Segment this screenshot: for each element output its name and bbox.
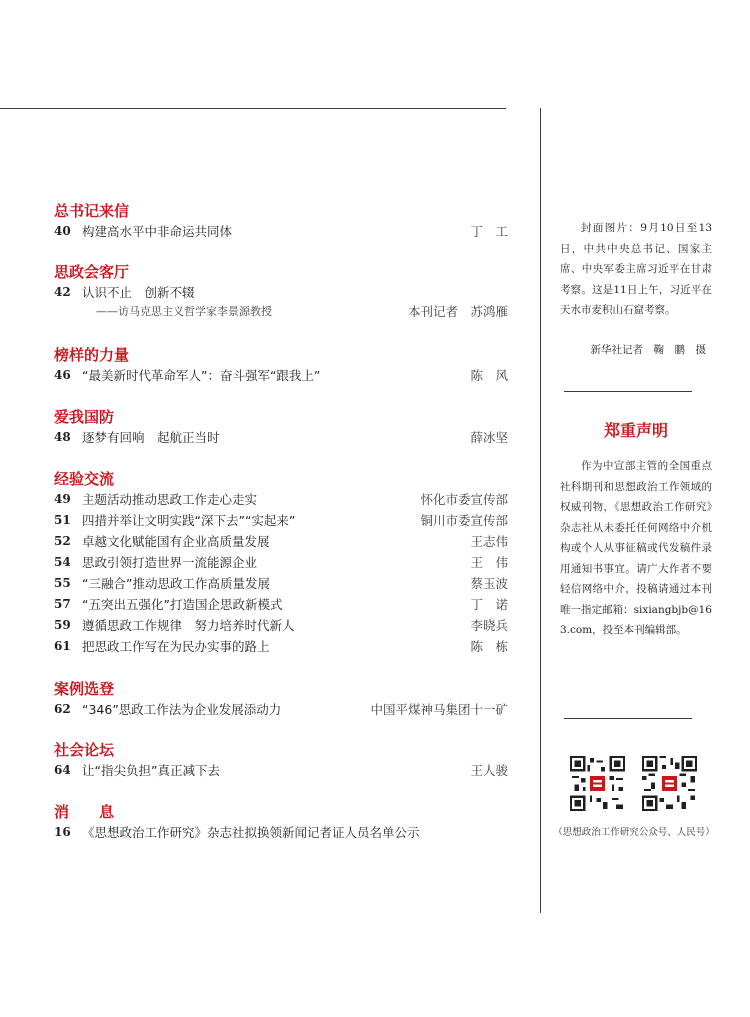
article-author: 陈 风 xyxy=(470,368,508,383)
article-author: 薛冰坚 xyxy=(470,430,508,445)
section-title: 思政会客厅 xyxy=(54,263,130,281)
article-title: 《思想政治工作研究》杂志社拟换领新闻记者证人员名单公示 xyxy=(82,825,420,840)
toc-entry[interactable] xyxy=(54,531,508,552)
section-title: 爱我国防 xyxy=(54,408,115,426)
article-author: 中国平煤神马集团十一矿 xyxy=(370,702,508,717)
divider xyxy=(564,718,692,719)
article-title: 逐梦有回响 起航正当时 xyxy=(82,430,220,445)
section-xiaoxi xyxy=(54,802,508,843)
top-rule xyxy=(0,108,506,109)
article-title: “最美新时代革命军人”：奋斗强军“跟我上” xyxy=(82,368,321,383)
column-divider xyxy=(540,108,541,913)
article-subtitle: ——访马克思主义哲学家李景源教授 xyxy=(96,305,272,318)
article-title: 思政引领打造世界一流能源企业 xyxy=(82,555,258,570)
article-author: 王志伟 xyxy=(470,534,508,549)
article-author: 丁 工 xyxy=(470,224,508,239)
section-title: 经验交流 xyxy=(54,470,115,488)
article-title: 卓越文化赋能国有企业高质量发展 xyxy=(82,534,270,549)
article-author: 陈 栋 xyxy=(470,639,508,654)
article-title: 把思政工作写在为民办实事的路上 xyxy=(82,639,270,654)
qr-caption: （思想政治工作研究公众号、人民号） xyxy=(553,827,715,838)
article-title: 认识不止 创新不辍 xyxy=(82,285,195,300)
toc-entry[interactable] xyxy=(54,552,508,573)
toc-entry[interactable] xyxy=(54,365,508,386)
article-author: 蔡玉波 xyxy=(470,576,508,591)
toc-entry[interactable] xyxy=(54,427,508,448)
toc-entry[interactable] xyxy=(54,489,508,510)
toc-entry[interactable] xyxy=(54,615,508,636)
section-title: 总书记来信 xyxy=(54,202,130,220)
cover-caption-text: 封面图片：9月10日至13日，中共中央总书记、国家主席、中央军委主席习近平在甘肃考察。这是11日上午，习近平在天水市麦积山石窟考察。 xyxy=(560,222,712,316)
page-number: 57 xyxy=(54,597,71,611)
page-number: 55 xyxy=(54,576,71,590)
cover-caption xyxy=(560,218,712,321)
article-title: 构建高水平中非命运共同体 xyxy=(82,224,233,239)
toc-entry[interactable] xyxy=(54,636,508,657)
section-shehuiluntan xyxy=(54,740,508,781)
notice-body xyxy=(560,456,712,641)
toc-subtitle-line xyxy=(54,303,508,321)
page-number: 16 xyxy=(54,825,71,839)
toc-entry[interactable] xyxy=(54,510,508,531)
article-title: 四措并举让文明实践“深下去”“实起来” xyxy=(82,513,296,528)
article-title: “346”思政工作法为企业发展添动力 xyxy=(82,702,282,717)
toc-entry[interactable] xyxy=(54,760,508,781)
article-title: “五突出五强化”打造国企思政新模式 xyxy=(82,597,283,612)
section-title: 消 息 xyxy=(54,803,115,821)
toc-entry[interactable] xyxy=(54,822,508,843)
article-author: 本刊记者 苏鸿雁 xyxy=(407,304,508,319)
notice-text: 作为中宣部主管的全国重点社科期刊和思想政治工作领域的权威刊物，《思想政治工作研究》杂志社从未委托任何网络中介机构或个人从事征稿或代发稿件录用通知书事宜。请广大作者不要轻信网络中介，投稿请通过本刊唯一指定邮箱：sixiangbjb@163.com，投至本刊编辑部。 xyxy=(560,460,712,636)
section-sizhenghuiketing xyxy=(54,262,508,321)
page-number: 59 xyxy=(54,618,71,632)
toc-entry[interactable] xyxy=(54,221,508,242)
article-author: 王 伟 xyxy=(470,555,508,570)
article-author: 怀化市委宣传部 xyxy=(420,492,508,507)
toc-entry[interactable] xyxy=(54,594,508,615)
section-title: 榜样的力量 xyxy=(54,346,130,364)
toc-entry[interactable] xyxy=(54,282,508,303)
page-number: 49 xyxy=(54,492,71,506)
section-bangyang xyxy=(54,345,508,386)
notice-title: 郑重声明 xyxy=(603,421,668,440)
section-zongshuji xyxy=(54,201,508,242)
section-jingyanjiaoliu xyxy=(54,469,508,657)
article-title: 主题活动推动思政工作走心走实 xyxy=(82,492,258,507)
page-number: 61 xyxy=(54,639,71,653)
page-number: 48 xyxy=(54,430,71,444)
article-author: 丁 诺 xyxy=(470,597,508,612)
qr-code-icon xyxy=(570,756,625,811)
photo-credit: 新华社记者 鞠 鹏 摄 xyxy=(590,344,706,356)
article-author: 王人骏 xyxy=(470,763,508,778)
page-number: 46 xyxy=(54,368,71,382)
toc-entry[interactable] xyxy=(54,699,508,720)
page-number: 52 xyxy=(54,534,71,548)
toc-entry[interactable] xyxy=(54,573,508,594)
page-number: 51 xyxy=(54,513,71,527)
section-title: 案例选登 xyxy=(54,680,115,698)
page-number: 40 xyxy=(54,224,71,238)
page-number: 54 xyxy=(54,555,71,569)
article-title: 让“指尖负担”真正减下去 xyxy=(82,763,220,778)
section-title: 社会论坛 xyxy=(54,741,115,759)
article-title: 遵循思政工作规律 努力培养时代新人 xyxy=(82,618,295,633)
divider xyxy=(564,391,692,392)
article-author: 铜川市委宣传部 xyxy=(420,513,508,528)
section-aiwoguofang xyxy=(54,407,508,448)
page-number: 42 xyxy=(54,285,71,299)
qr-code-icon xyxy=(642,756,697,811)
page-number: 64 xyxy=(54,763,71,777)
page-number: 62 xyxy=(54,702,71,716)
section-anlixuandeng xyxy=(54,679,508,720)
article-title: “三融合”推动思政工作高质量发展 xyxy=(82,576,270,591)
article-author: 李晓兵 xyxy=(470,618,508,633)
